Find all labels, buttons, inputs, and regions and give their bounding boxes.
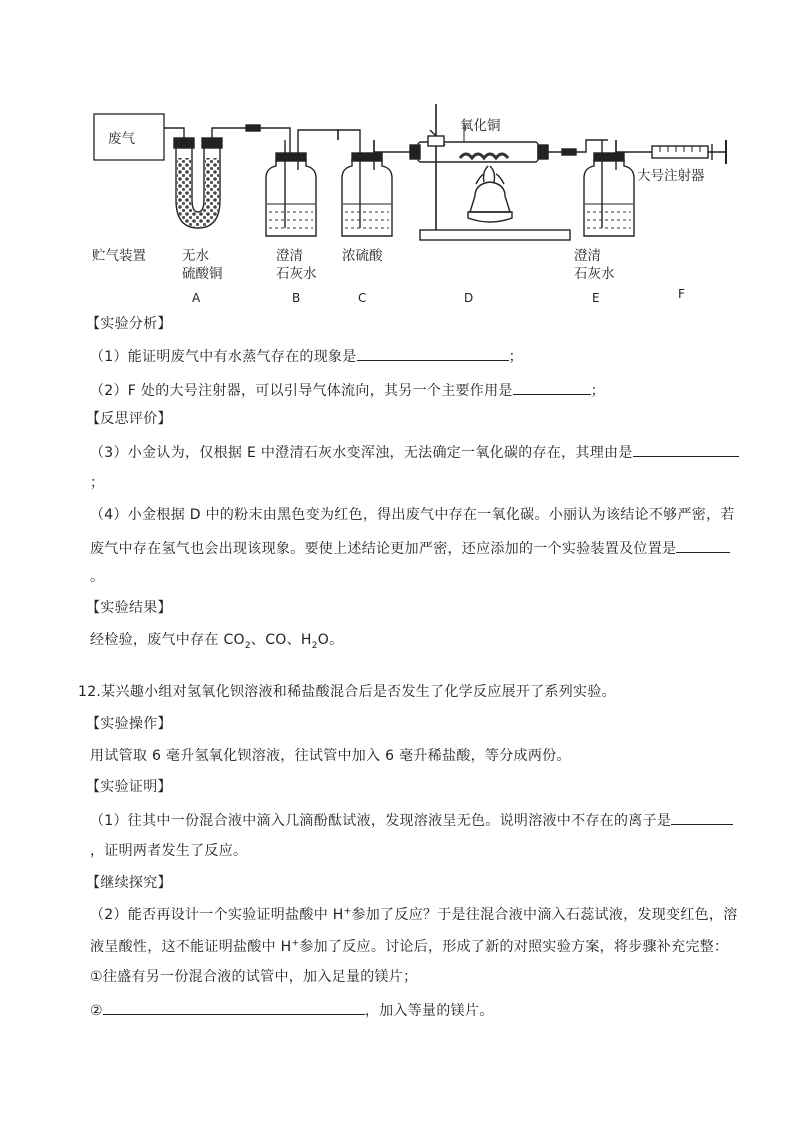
bottle-c [342,140,392,236]
bottle-b [266,140,316,236]
q11-q3-blank[interactable] [633,441,739,457]
letter-d: D [464,291,474,305]
result-sub-1: 2 [244,640,251,651]
q11-q3 [90,441,739,463]
app-b-line2: 石灰水 [276,266,317,282]
result-end: O。 [317,632,344,648]
q12-q2-line1 [90,905,738,925]
q12-heading-explore: 【继续探究】 [86,875,172,891]
q2-line2-b: 参加了反应。讨论后，形成了新的对照实验方案，将步骤补充完整： [299,939,729,955]
q11-q4-line1: （4）小金根据 D 中的粉末由黑色变为红色，得出废气中存在一氧化碳。小丽认为该结论不够严密，若 [90,507,735,523]
result-mid: 、CO、H [250,632,312,648]
syringe-label: 大号注射器 [637,168,705,184]
u-tube-a [174,138,222,228]
q11-q2-text: （2）F 处的大号注射器，可以引导气体流向，其另一个主要作用是 [90,383,513,399]
letter-e: E [592,291,600,305]
q12-q1-line2: ，证明两者发生了反应。 [90,843,248,859]
app-b-line1: 澄清 [276,248,303,264]
letter-c: C [358,291,367,305]
app-e-line2: 石灰水 [574,266,615,282]
q11-q3-end: ； [90,475,105,491]
q11-q4-line2-text: 废气中存在氢气也会出现该现象。要使上述结论更加严密，还应添加的一个实验装置及位置是 [90,541,677,557]
q11-heading-reflect: 【反思评价】 [86,411,172,427]
app-a-line1: 无水 [182,248,209,264]
step2-suffix: ，加入等量的镁片。 [364,1003,494,1019]
q2-line2-a: 液呈酸性，这不能证明盐酸中 H [90,939,292,955]
app-c-label: 浓硫酸 [342,248,383,264]
q12-step2 [90,999,494,1021]
letter-a: A [192,291,201,305]
q11-heading-analysis: 【实验分析】 [86,316,172,332]
q12-heading-operation: 【实验操作】 [86,716,172,732]
q11-q1 [90,345,523,367]
q11-heading-result: 【实验结果】 [86,600,172,616]
letter-b: B [292,291,301,305]
q12-q1-text: （1）往其中一份混合液中滴入几滴酚酞试液，发现溶液呈无色。说明溶液中不存在的离子是 [90,813,672,829]
q12-step2-blank[interactable] [103,999,365,1015]
q12-operation-text: 用试管取 6 毫升氢氧化钡溶液，往试管中加入 6 毫升稀盐酸，等分成两份。 [90,748,571,764]
result-sub-2: 2 [311,640,318,651]
q12-q1-blank[interactable] [671,809,733,825]
cuo-label: 氧化铜 [460,118,501,134]
q11-q1-end: ； [508,349,523,365]
q11-result [90,630,343,650]
q2-line2-sup: + [291,938,300,949]
q11-q1-text: （1）能证明废气中有水蒸气存在的现象是 [90,349,357,365]
q11-q4-blank[interactable] [676,537,730,553]
result-prefix: 经检验，废气中存在 CO [90,632,245,648]
q2-line1-a: （2）能否再设计一个实验证明盐酸中 H [90,907,344,923]
q2-line1-b: 参加了反应？于是往混合液中滴入石蕊试液，发现变红色，溶 [351,907,738,923]
waste-gas-label: 废气 [108,131,135,147]
q11-q2-end: ； [590,383,606,399]
app-a-line2: 硫酸铜 [182,266,223,282]
storage-label: 贮气装置 [92,248,146,264]
step2-prefix: ② [90,1003,103,1019]
q12-q2-line2 [90,937,728,957]
app-e-line1: 澄清 [574,248,601,264]
q12-q1 [90,809,733,831]
q11-q4-end: 。 [90,569,105,585]
q12-step1: ①往盛有另一份混合液的试管中，加入足量的镁片； [90,969,418,985]
letter-f: F [678,287,685,301]
q11-q4-line2 [90,537,730,559]
syringe-f [652,140,726,164]
q11-q2-blank[interactable] [513,379,591,395]
q11-q2 [90,379,605,401]
q12-heading-proof: 【实验证明】 [86,779,172,795]
alcohol-burner [468,166,512,222]
q11-q3-text: （3）小金认为，仅根据 E 中澄清石灰水变浑浊，无法确定一氧化碳的存在，其理由是 [90,445,633,461]
bottle-e [584,140,634,236]
q11-q1-blank[interactable] [357,345,509,361]
q12-title: 12.某兴趣小组对氢氧化钡溶液和稀盐酸混合后是否发生了化学反应展开了系列实验。 [78,684,616,700]
q2-line1-sup: + [343,906,352,917]
apparatus-diagram [80,100,740,310]
